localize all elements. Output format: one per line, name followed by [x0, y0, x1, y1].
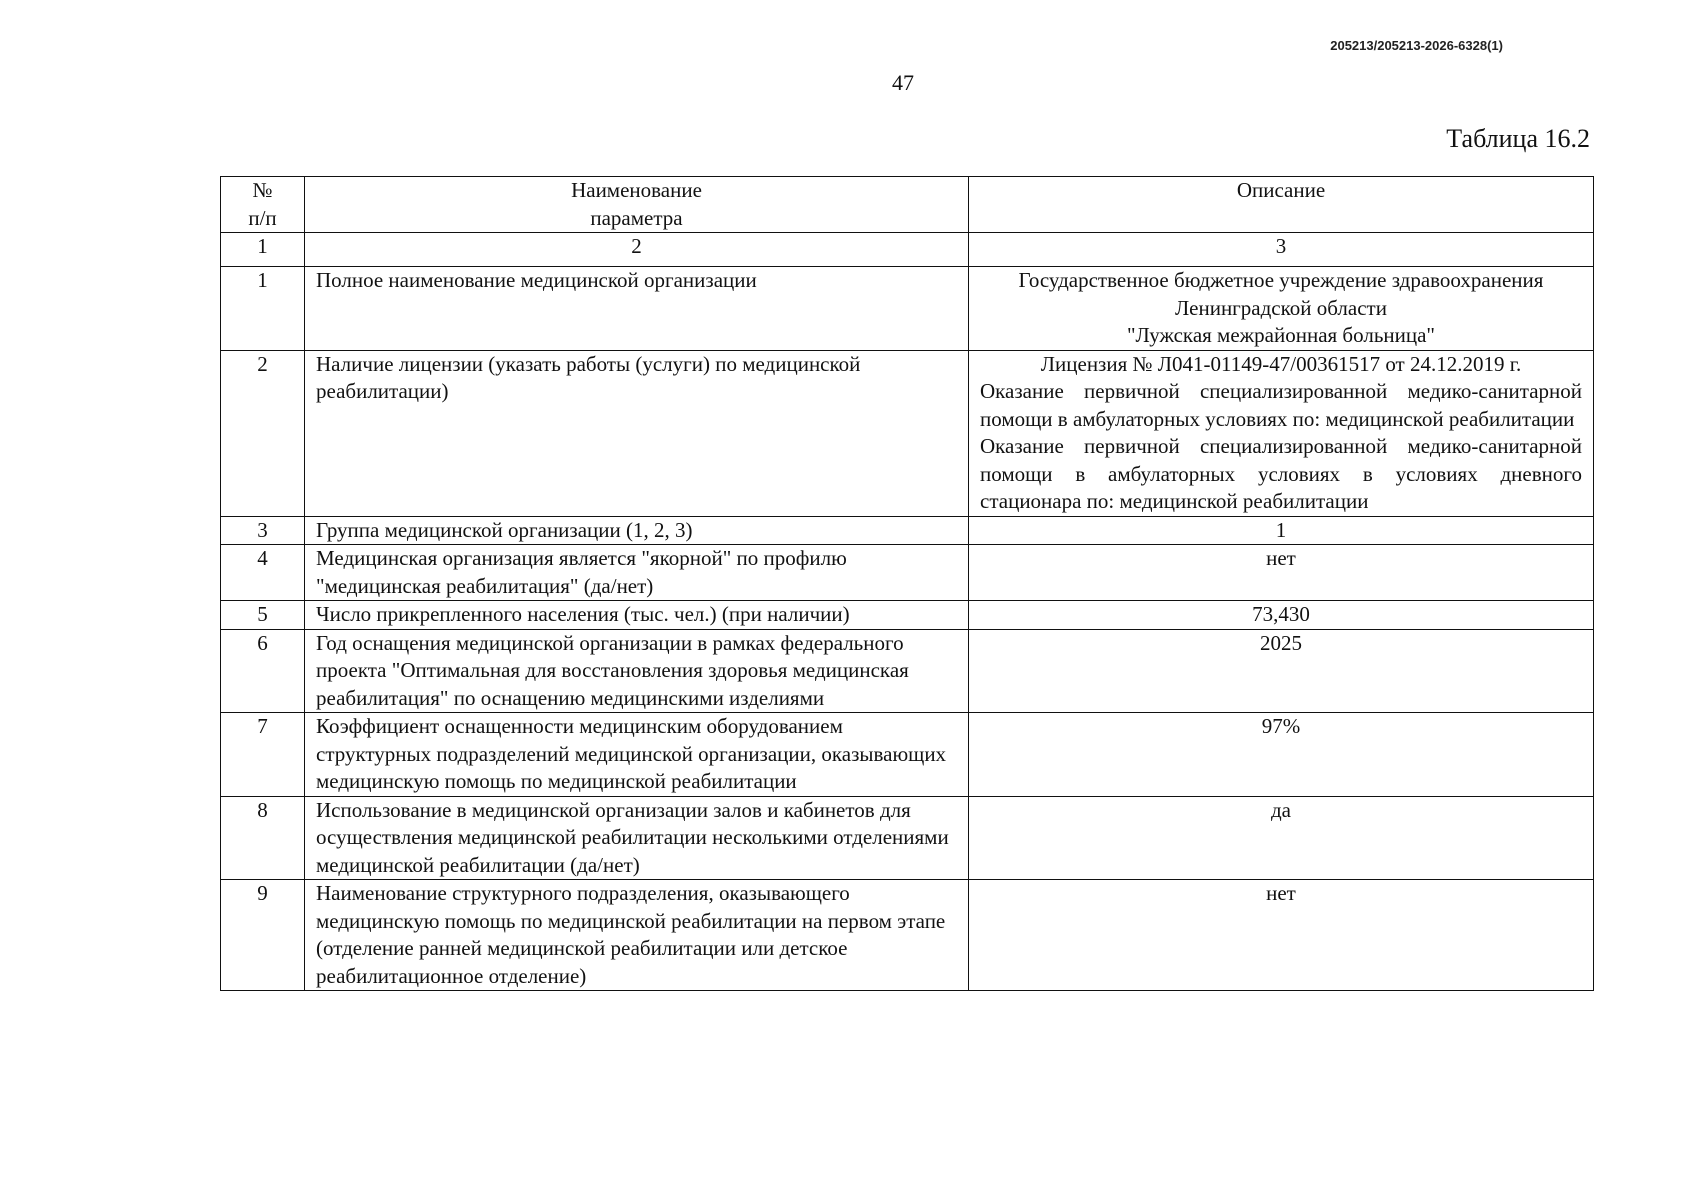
column-index-row: [221, 233, 1594, 267]
table-title: Таблица 16.2: [1446, 124, 1590, 153]
table-row: [221, 880, 1594, 991]
row-number: 9: [221, 880, 305, 991]
row-description: 1: [969, 516, 1594, 545]
row-number: 5: [221, 601, 305, 630]
column-index: 2: [305, 233, 969, 267]
row-number: 1: [221, 267, 305, 351]
row-number: 3: [221, 516, 305, 545]
row-parameter: Медицинская организация является "якорной" по профилю "медицинская реабилитация" (да/нет): [305, 545, 969, 601]
header-parameter-line: параметра: [590, 205, 683, 230]
license-line: Лицензия № Л041-01149-47/00361517 от 24.12.2019 г.: [1040, 351, 1522, 376]
row-parameter: Наличие лицензии (указать работы (услуги) по медицинской реабилитации): [305, 350, 969, 516]
row-number: 4: [221, 545, 305, 601]
header-parameter: [305, 177, 969, 233]
row-description: 2025: [969, 629, 1594, 713]
row-number: 2: [221, 350, 305, 516]
page-number: 47: [892, 70, 914, 95]
row-number: 8: [221, 796, 305, 880]
table-row: [221, 516, 1594, 545]
header-number-line: п/п: [248, 205, 277, 230]
description-line: Ленинградской области: [1175, 295, 1387, 320]
table-row: [221, 267, 1594, 351]
row-description: [969, 267, 1594, 351]
column-index: 3: [969, 233, 1594, 267]
row-description: нет: [969, 880, 1594, 991]
description-line: Государственное бюджетное учреждение здравоохранения: [1018, 268, 1544, 292]
parameters-table: [220, 176, 1594, 991]
description-line: "Лужская межрайонная больница": [1126, 323, 1436, 347]
row-parameter: Группа медицинской организации (1, 2, 3): [305, 516, 969, 545]
header-number: [221, 177, 305, 233]
row-number: 7: [221, 713, 305, 797]
row-parameter: Год оснащения медицинской организации в рамках федерального проекта "Оптимальная для восстановления здоровья медицинская реабилитация" по оснащению медицинскими изделиями: [305, 629, 969, 713]
table-row: [221, 796, 1594, 880]
row-parameter: Использование в медицинской организации залов и кабинетов для осуществления медицинской реабилитации несколькими отделениями медицинской реабилитации (да/нет): [305, 796, 969, 880]
header-description: Описание: [969, 177, 1594, 233]
row-parameter: Наименование структурного подразделения, оказывающего медицинскую помощь по медицинской реабилитации на первом этапе (отделение ранней медицинской реабилитации или детское реабилитационное отделение): [305, 880, 969, 991]
table-header-row: [221, 177, 1594, 233]
row-description: нет: [969, 545, 1594, 601]
header-parameter-line: Наименование: [571, 178, 702, 202]
document-id: 205213/205213-2026-6328(1): [1330, 38, 1503, 53]
table-row: [221, 713, 1594, 797]
table-row: [221, 350, 1594, 516]
row-description: да: [969, 796, 1594, 880]
row-parameter: Число прикрепленного населения (тыс. чел.) (при наличии): [305, 601, 969, 630]
column-index: 1: [221, 233, 305, 267]
row-parameter: Полное наименование медицинской организации: [305, 267, 969, 351]
row-number: 6: [221, 629, 305, 713]
table-row: [221, 601, 1594, 630]
table-row: [221, 545, 1594, 601]
row-description: 73,430: [969, 601, 1594, 630]
row-description: [969, 350, 1594, 516]
row-description: 97%: [969, 713, 1594, 797]
header-number-line: №: [252, 178, 273, 202]
license-service-line: Оказание первичной специализированной медико-санитарной помощи в амбулаторных условиях по: медицинской реабилитации: [980, 379, 1582, 431]
table-row: [221, 629, 1594, 713]
row-parameter: Коэффициент оснащенности медицинским оборудованием структурных подразделений медицинской организации, оказывающих медицинскую помощь по медицинской реабилитации: [305, 713, 969, 797]
license-service-line: Оказание первичной специализированной медико-санитарной помощи в амбулаторных условиях в условиях дневного стационара по: медицинской реабилитации: [980, 434, 1582, 513]
